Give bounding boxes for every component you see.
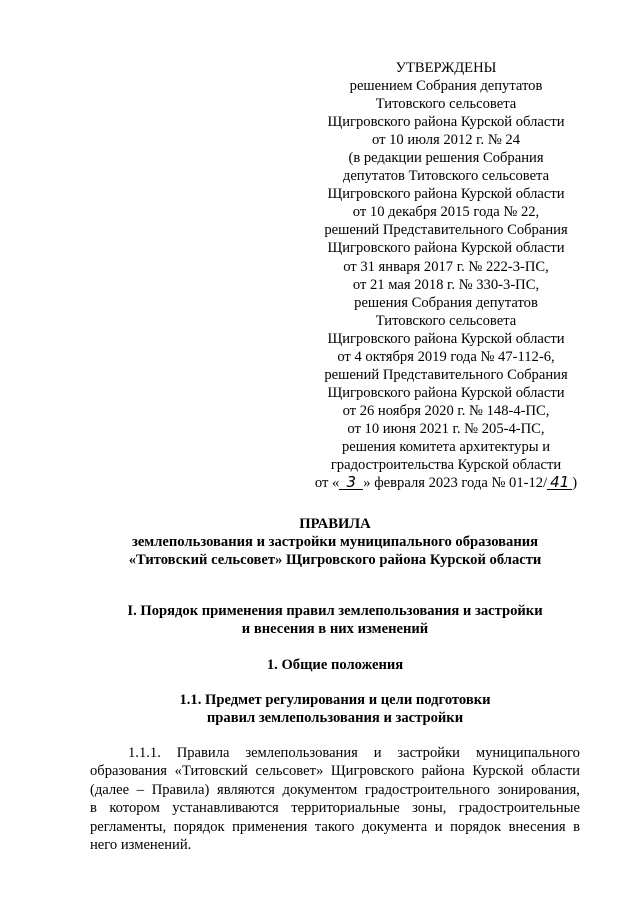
approval-line: от 10 июля 2012 г. № 24 — [371, 132, 520, 149]
approval-line: Щигровского района Курской области — [327, 114, 565, 131]
approval-line: градостроительства Курской области — [330, 457, 562, 474]
paragraph-word: котором — [109, 800, 160, 817]
paragraph-word: градостроительного — [364, 781, 490, 798]
paragraph-word: муниципального — [475, 745, 580, 761]
paragraph-word: порядок — [450, 818, 502, 835]
approval-line: УТВЕРЖДЕНЫ — [395, 60, 497, 76]
approval-line: от 21 мая 2018 г. № 330-3-ПС, — [352, 276, 540, 293]
approval-line: Щигровского района Курской области — [327, 186, 565, 203]
paragraph-word: градостроительные — [458, 800, 580, 817]
paragraph-word: образования — [90, 763, 167, 780]
approval-line: решений Представительного Собрания — [324, 222, 568, 239]
paragraph-word: в — [573, 818, 580, 835]
approval-line: от 10 декабря 2015 года № 22, — [352, 204, 540, 221]
paragraph-word: зонирования, — [497, 781, 580, 798]
subsection-heading — [40, 656, 630, 674]
paragraph-line — [90, 799, 580, 817]
section-heading-line: I. Порядок применения правил землепользования и застройки — [127, 603, 543, 619]
document-title-line: «Титовский сельсовет» Щигровского района Курской области — [128, 552, 542, 568]
approval-line: депутатов Титовского сельсовета — [342, 168, 550, 185]
clause-heading-line: правил землепользования и застройки — [206, 710, 464, 726]
date-suffix: ) — [572, 475, 578, 492]
paragraph-word: порядок — [173, 818, 225, 835]
approval-line: Титовского сельсовета — [375, 96, 517, 113]
paragraph-word: в — [90, 800, 97, 817]
paragraph-word: землепользования — [245, 745, 358, 761]
paragraph-word: Курской — [472, 763, 524, 780]
paragraph-word: Правила) — [151, 781, 210, 798]
paragraph-word: сельсовет» — [255, 763, 324, 780]
approval-line: решением Собрания депутатов — [349, 78, 543, 95]
approval-line: Щигровского района Курской области — [327, 240, 565, 257]
paragraph-word: (далее — [90, 781, 130, 798]
approval-line: от 10 июня 2021 г. № 205-4-ПС, — [347, 420, 545, 437]
paragraph-line — [90, 744, 580, 762]
approval-line: Титовского сельсовета — [375, 312, 517, 329]
section-heading — [40, 602, 630, 638]
paragraph-word: зоны, — [412, 800, 447, 817]
paragraph-word: района — [421, 763, 465, 780]
paragraph-word: – — [136, 781, 145, 798]
approval-line: от 4 октября 2019 года № 47-112-6, — [337, 348, 555, 365]
approval-line: Щигровского района Курской области — [327, 330, 565, 347]
paragraph-word: устанавливаются — [172, 800, 279, 817]
paragraph-word: застройки — [397, 745, 460, 761]
paragraph-word: Щигровского — [330, 763, 414, 780]
document-title-line: ПРАВИЛА — [299, 516, 371, 532]
paragraph-word: являются — [217, 781, 275, 798]
paragraph-word: документа — [362, 818, 428, 835]
handwritten-day: 3 — [339, 475, 363, 490]
document-title — [40, 515, 630, 569]
date-prefix: от « — [314, 475, 340, 492]
approval-line: решения Собрания депутатов — [354, 294, 538, 311]
approval-line: Щигровского района Курской области — [327, 384, 565, 401]
paragraph-word: документом — [282, 781, 358, 798]
paragraph-word: применения — [232, 818, 308, 835]
approval-line: (в редакции решения Собрания — [348, 150, 544, 167]
paragraph-line — [90, 762, 580, 780]
paragraph-1-1-1 — [90, 744, 580, 854]
clause-heading-line: 1.1. Предмет регулирования и цели подготовки — [179, 692, 491, 708]
paragraph-word: внесения — [508, 818, 566, 835]
section-heading-line: и внесения в них изменений — [241, 621, 429, 637]
approval-line: от 31 января 2017 г. № 222-3-ПС, — [343, 258, 549, 275]
date-middle: » февраля 2023 года № 01-12/ — [363, 475, 548, 492]
paragraph-text: него изменений. — [90, 837, 192, 854]
clause-heading — [40, 691, 630, 727]
paragraph-word: и — [373, 745, 382, 761]
paragraph-line — [90, 836, 580, 854]
paragraph-word: «Титовский — [174, 763, 248, 780]
subsection-heading-line: 1. Общие положения — [266, 657, 404, 673]
paragraph-line — [90, 818, 580, 836]
paragraph-word: и — [434, 818, 443, 835]
paragraph-word: территориальные — [291, 800, 400, 817]
paragraph-line — [90, 781, 580, 799]
approval-line: решения комитета архитектуры и — [341, 438, 551, 455]
approval-line: от 26 ноября 2020 г. № 148-4-ПС, — [342, 402, 550, 419]
document-title-line: землепользования и застройки муниципального образования — [131, 534, 539, 550]
paragraph-word: такого — [314, 818, 355, 835]
approval-date-line — [300, 474, 592, 492]
paragraph-word: Правила — [176, 745, 230, 761]
paragraph-word: 1.1.1. — [128, 745, 161, 761]
paragraph-word: области — [531, 763, 580, 780]
approval-line: решений Представительного Собрания — [324, 366, 568, 383]
approval-block — [300, 59, 592, 492]
handwritten-number: 41 — [547, 475, 572, 490]
paragraph-word: регламенты, — [90, 818, 167, 835]
